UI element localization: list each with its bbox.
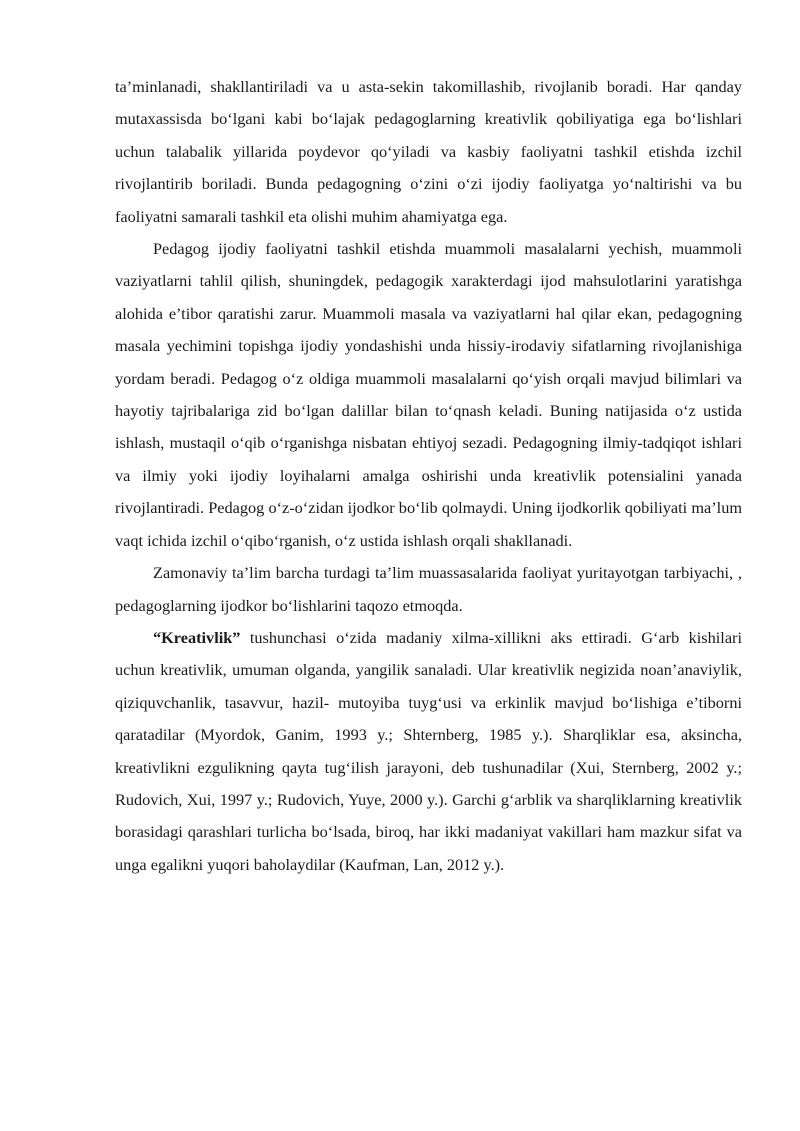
term-kreativlik: “Kreativlik” [153, 627, 241, 647]
paragraph-2: Pedagog ijodiy faoliyatni tashkil etishda muammoli masalalarni yechish, muammoli vaziyatlarni tahlil qilish, shuningdek, pedagogik xarakterdagi ijod mahsulotlarini yaratishga alohida e’tibor qaratishi zarur. Muammoli masala va vaziyatlarni hal qilar ekan, pedagogning masala yechimini topishga ijodiy yondashishi unda hissiy-irodaviy sifatlarning rivojlanishiga yordam beradi. Pedagog o‘z oldiga muammoli masalalarni qo‘yish orqali mavjud bilimlari va hayotiy tajribalariga zid bo‘lgan dalillar bilan to‘qnash keladi. Buning natijasida o‘z ustida ishlash, mustaqil o‘qib o‘rganishga nisbatan ehtiyoj sezadi. Pedagogning ilmiy-tadqiqot ishlari va ilmiy yoki ijodiy loyihalarni amalga oshirishi unda kreativlik potensialini yanada rivojlantiradi. Pedagog o‘z-o‘zidan ijodkor bo‘lib qolmaydi. Uning ijodkorlik qobiliyati ma’lum vaqt ichida izchil o‘qibo‘rganish, o‘z ustida ishlash orqali shakllanadi. [115, 239, 742, 550]
document-page [115, 71, 742, 881]
paragraph-3: Zamonaviy ta’lim barcha turdagi ta’lim muassasalarida faoliyat yuritayotgan tarbiyachi, , pedagoglarning ijodkor bo‘lishlarini taqozo etmoqda. [115, 563, 742, 615]
paragraph-4 [115, 622, 742, 881]
paragraph-1: ta’minlanadi, shakllantiriladi va u asta-sekin takomillashib, rivojlanib boradi. Har qanday mutaxassisda bo‘lgani kabi bo‘lajak pedagoglarning kreativlik qobiliyatiga ega bo‘lishlari uchun talabalik yillarida poydevor qo‘yiladi va kasbiy faoliyatni tashkil etishda izchil rivojlantirib boriladi. Bunda pedagogning o‘zini o‘zi ijodiy faoliyatga yo‘naltirishi va bu faoliyatni samarali tashkil eta olishi muhim ahamiyatga ega. [115, 77, 742, 226]
paragraph-4-body: tushunchasi o‘zida madaniy xilma-xillikni aks ettiradi. G‘arb kishilari uchun kreativlik, umuman olganda, yangilik sanaladi. Ular kreativlik negizida noan’anaviylik, qiziquvchanlik, tasavvur, hazil- mutoyiba tuyg‘usi va erkinlik mavjud bo‘lishiga e’tiborni qaratadilar (Myordok, Ganim, 1993 y.; Shternberg, 1985 y.). Sharqliklar esa, aksincha, kreativlikni ezgulikning qayta tug‘ilish jarayoni, deb tushunadilar (Xui, Sternberg, 2002 y.; Rudovich, Xui, 1997 y.; Rudovich, Yuye, 2000 y.). Garchi g‘arblik va sharqliklarning kreativlik borasidagi qarashlari turlicha bo‘lsada, biroq, har ikki madaniyat vakillari ham mazkur sifat va unga egalikni yuqori baholaydilar (Kaufman, Lan, 2012 y.). [115, 627, 742, 874]
